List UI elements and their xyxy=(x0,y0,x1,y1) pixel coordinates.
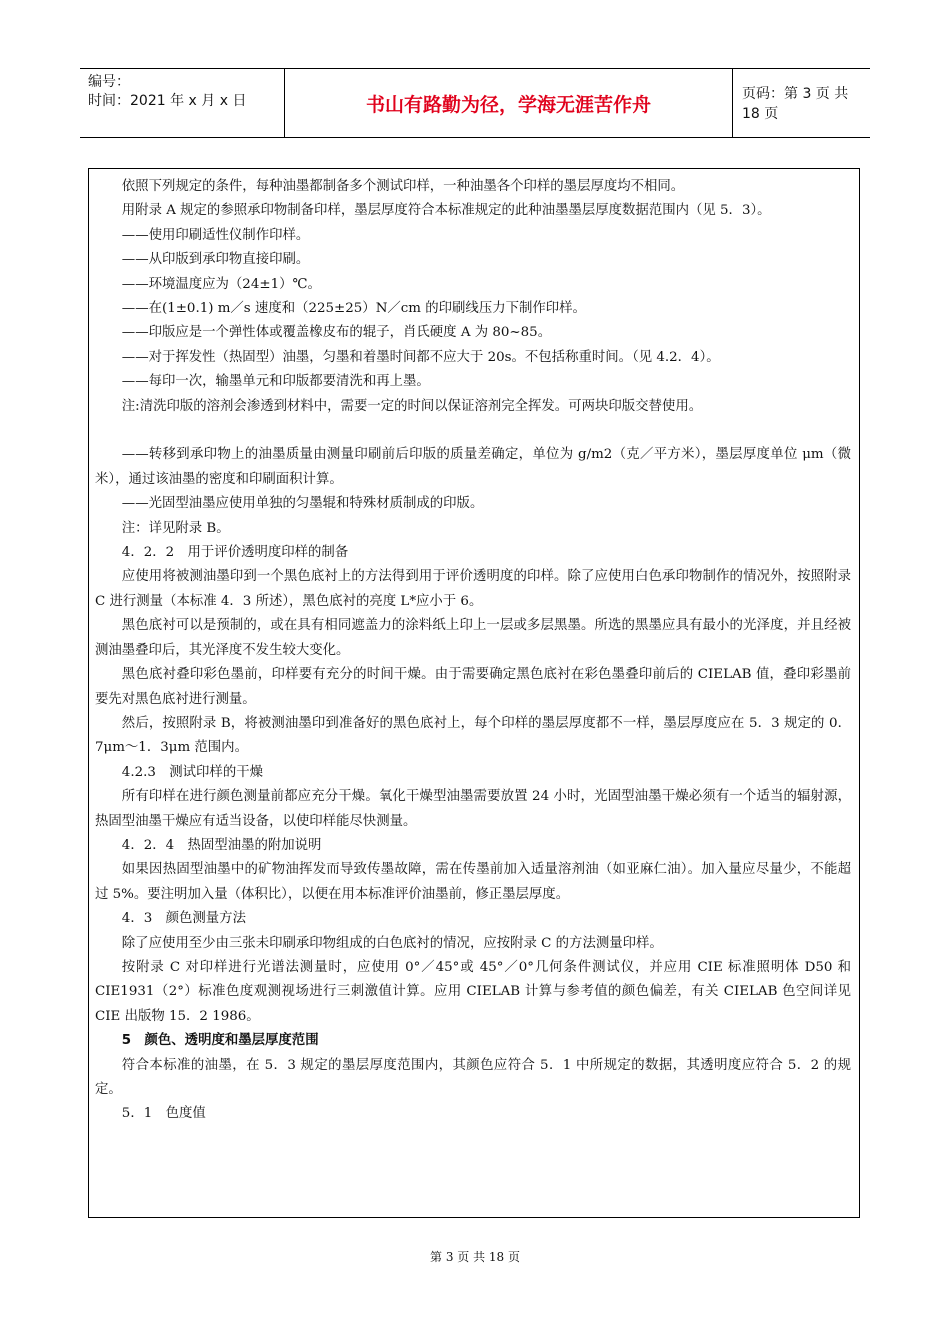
header-motto: 书山有路勤为径，学海无涯苦作舟 xyxy=(365,93,651,116)
page-footer: 第 3 页 共 18 页 xyxy=(430,1250,520,1264)
header-meta xyxy=(88,73,278,111)
list-item: ——每印一次，输墨单元和印版都要清洗和再上墨。 xyxy=(121,374,430,390)
page-header xyxy=(80,68,870,138)
paragraph: 应使用将被测油墨印到一个黑色底衬上的方法得到用于评价透明度的印样。除了应使用白色承印物制作的情况外，按照附录 C 进行测量（本标准 4．3 所述），黑色底衬的亮度 L*应小于 6。 xyxy=(95,569,851,609)
paragraph: 按附录 C 对印样进行光谱法测量时，应使用 0°／45°或 45°／0°几何条件测试仪，并应用 CIE 标准照明体 D50 和 CIE1931（2°）标准色度观测视场进行三刺激值计算。应用 CIELAB 计算与参考值的颜色偏差，有关 CIELAB 色空间详见 CIE 出版物 15．2 1986。 xyxy=(95,959,851,1024)
chapter-heading: 5 颜色、透明度和墨层厚度范围 xyxy=(121,1033,319,1049)
paragraph: 黑色底衬可以是预制的，或在具有相同遮盖力的涂料纸上印上一层或多层黑墨。所选的黑墨应具有最小的光泽度，并且经被测油墨叠印后，其光泽度不发生较大变化。 xyxy=(95,618,851,658)
document-body xyxy=(95,175,851,1127)
paragraph: 符合本标准的油墨，在 5．3 规定的墨层厚度范围内，其颜色应符合 5．1 中所规定的数据，其透明度应符合 5．2 的规定。 xyxy=(95,1057,851,1098)
list-item: ——在(1±0.1) m／s 速度和（225±25）N／cm 的印刷线压力下制作印样。 xyxy=(121,301,586,317)
note: 注：详见附录 B。 xyxy=(121,520,230,536)
blank-line xyxy=(95,419,851,443)
note: 注:清洗印版的溶剂会渗透到材料中，需要一定的时间以保证溶剂完全挥发。可两块印版交替使用。 xyxy=(121,398,703,414)
section-heading: 4.2.3 测试印样的干燥 xyxy=(121,764,263,780)
header-page-number: 页码：第 3 页 共 18 页 xyxy=(742,86,849,122)
paragraph: 除了应使用至少由三张未印刷承印物组成的白色底衬的情况，应按附录 C 的方法测量印样。 xyxy=(121,935,663,951)
paragraph: 所有印样在进行颜色测量前都应充分干燥。氧化干燥型油墨需要放置 24 小时，光固型油墨干燥必须有一个适当的辐射源，热固型油墨干燥应有适当设备，以使印样能尽快测量。 xyxy=(95,789,851,829)
header-divider xyxy=(732,69,733,137)
list-item: ——对于挥发性（热固型）油墨，匀墨和着墨时间都不应大于 20s。不包括称重时间。（见 4.2．4）。 xyxy=(121,349,720,365)
list-item: ——从印版到承印物直接印刷。 xyxy=(121,252,310,268)
list-item: ——光固型油墨应使用单独的匀墨辊和特殊材质制成的印版。 xyxy=(121,496,484,512)
section-heading: 4．3 颜色测量方法 xyxy=(121,911,246,927)
list-item: ——环境温度应为（24±1）℃。 xyxy=(121,276,321,292)
document-date-label: 时间：2021 年 x 月 x 日 xyxy=(88,93,247,109)
paragraph: 依照下列规定的条件，每种油墨都制备多个测试印样，一种油墨各个印样的墨层厚度均不相同。 xyxy=(121,179,685,194)
paragraph: 用附录 A 规定的参照承印物制备印样，墨层厚度符合本标准规定的此种油墨墨层厚度数据范围内（见 5．3）。 xyxy=(121,203,771,219)
list-item: ——使用印刷适性仪制作印样。 xyxy=(121,227,310,243)
section-heading: 4．2．4 热固型油墨的附加说明 xyxy=(121,837,322,853)
section-heading: 4．2．2 用于评价透明度印样的制备 xyxy=(121,545,349,561)
paragraph: 黑色底衬叠印彩色墨前，印样要有充分的时间干燥。由于需要确定黑色底衬在彩色墨叠印前后的 CIELAB 值，叠印彩墨前要先对黑色底衬进行测量。 xyxy=(95,667,851,707)
list-item: ——转移到承印物上的油墨质量由测量印刷前后印版的质量差确定，单位为 g/m2（克／平方米），墨层厚度单位 μm（微米），通过该油墨的密度和印刷面积计算。 xyxy=(95,447,851,487)
content-frame xyxy=(88,168,860,1218)
document-number-label: 编号： xyxy=(88,74,130,90)
paragraph: 如果因热固型油墨中的矿物油挥发而导致传墨故障，需在传墨前加入适量溶剂油（如亚麻仁油）。加入量应尽量少，不能超过 5%。要注明加入量（体积比），以便在用本标准评价油墨前，修正墨层厚度。 xyxy=(95,862,851,902)
list-item: ——印版应是一个弹性体或覆盖橡皮布的辊子，肖氏硬度 A 为 80~85。 xyxy=(121,325,552,341)
paragraph: 然后，按照附录 B，将被测油墨印到准备好的黑色底衬上，每个印样的墨层厚度都不一样，墨层厚度应在 5．3 规定的 0．7μm～1．3μm 范围内。 xyxy=(95,715,851,756)
section-heading: 5．1 色度值 xyxy=(121,1106,206,1122)
